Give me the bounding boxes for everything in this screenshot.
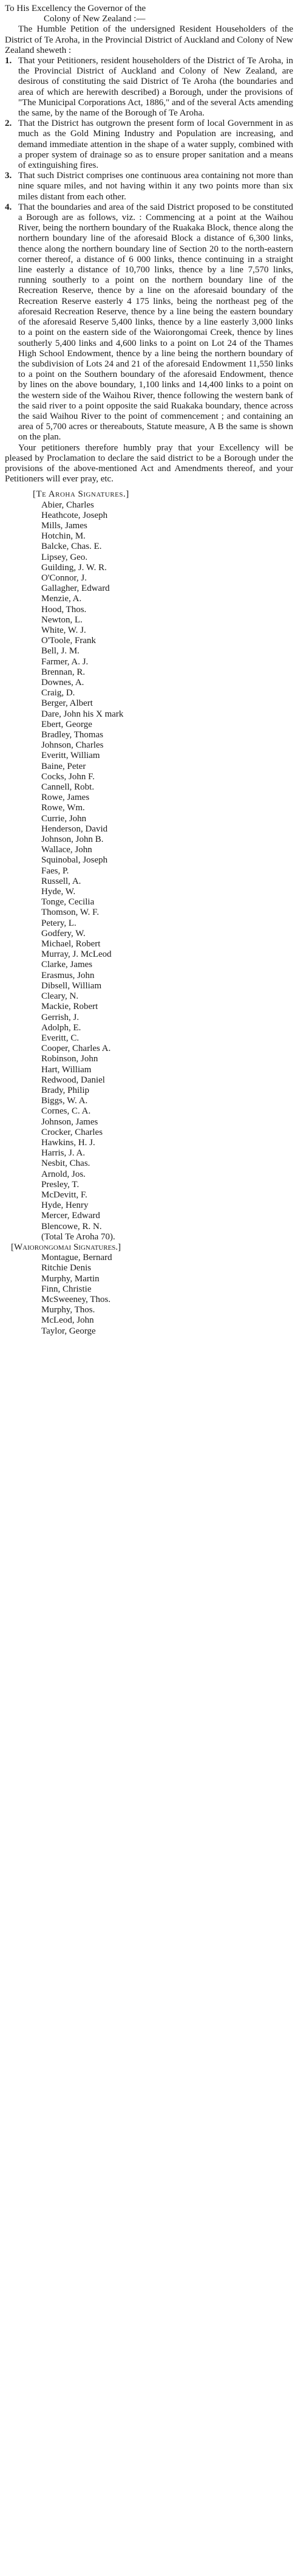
signature-entry: Heathcote, Joseph: [41, 510, 108, 520]
signature-entry: Johnson, John B.: [41, 835, 104, 845]
signature-entry: Balcke, Chas. E.: [41, 542, 102, 552]
signature-entry: McLeod, John: [41, 1315, 94, 1326]
item-text: That the boundaries and area of the said District proposed to be constituted a Borough are as follows, viz. : Commencing at a point at the Waihou River, being the northern boundary of the Ruakaka Block, thence along the northern boundary line of the aforesaid Block a distance of 6,300 links, thence along the northern boundary line of Section 20 to the north-eastern corner thereof, a distance of 6 000 links, thence continuing in a straight line easterly a distance of 10,700 links, thence by a line 7,570 links, running southerly to a point on the northern boundary line of the Recreation Reserve, thence by a line on the aforesaid boundary of the Recreation Reserve easterly 4 175 links, being the northeast peg of the aforesaid Recreation Reserve, thence by a line being the eastern boundary of the aforesaid Reserve 5,400 links, thence by a line easterly 3,000 links to a point on the eastern side of the Waiorongomai Creek, thence by lines southerly 5,400 links and 4,600 links to a point on Lot 24 of the Thames High School Endowment, thence by a line being the northern boundary of the subdivision of Lots 24 and 21 of the aforesaid Endowment 11,550 links to a point on the Southern boundary of the aforesaid Endowment, thence by lines on the above boundary, 1,100 links and 14,400 links to a point on the western side of the Waihou River, thence following the western bank of the said river to a point opposite the said Ruakaka boundary, thence across the said Waihou River to the point of commencement ; and containing an area of 5,700 acres or thereabouts, Statute measure, A B the same is shown on the plan.: [18, 202, 293, 443]
petition-item: [5, 171, 293, 202]
signature-entry: Craig, D.: [41, 688, 75, 698]
signature-entry: Henderson, David: [41, 824, 108, 834]
signature-entry: Godfery, W.: [41, 928, 86, 938]
signature-entry: Hart, William: [41, 1064, 92, 1075]
signature-entry: Cooper, Charles A.: [41, 1044, 111, 1054]
signature-entry: Johnson, James: [41, 1117, 98, 1127]
signature-entry: Petery, L.: [41, 918, 76, 928]
signature-entry: Mackie, Robert: [41, 1002, 98, 1012]
item-number: 2.: [5, 119, 12, 129]
address-line-1: To His Excellency the Governor of the: [5, 4, 146, 13]
signature-entry: Erasmus, John: [41, 970, 95, 980]
signature-entry: Hyde, W.: [41, 887, 76, 897]
signature-entry: O'Connor, J.: [41, 573, 87, 583]
signature-entry: Blencowe, R. N.: [41, 1221, 102, 1231]
address-line-2: Colony of New Zealand :—: [44, 14, 146, 24]
signature-entry: Tonge, Cecilia: [41, 897, 95, 907]
signature-entry: Rowe, James: [41, 793, 90, 803]
signature-entry: Presley, T.: [41, 1179, 80, 1190]
item-text: That such District comprises one continuous area containing not more than nine square miles, and not having within it any two points more than six miles distant from each other.: [18, 171, 293, 202]
signature-entry: Everitt, C.: [41, 1033, 80, 1043]
item-number: 4.: [5, 202, 12, 212]
signature-entry: Bell, J. M.: [41, 646, 80, 656]
signature-entry: Newton, L.: [41, 615, 83, 625]
signatures-heading: [Te Aroha Signatures.]: [33, 489, 129, 500]
signature-entry: Rowe, Wm.: [41, 803, 85, 813]
signature-entry: Ritchie Denis: [41, 1263, 92, 1273]
preamble-paragraph: The Humble Petition of the undersigned Resident Householders of the District of Te Aroha, in the Provincial District of Auckland and Colony of New Zealand sheweth :: [5, 24, 293, 55]
closing-paragraph: Your petitioners therefore humbly pray that your Excellency will be pleased by Proclamation to declare the said district to be a Borough under the provisions of the above-mentioned Act and Amendments thereof, and your Petitioners will ever pray, etc.: [5, 443, 293, 484]
signature-entry: Redwood, Daniel: [41, 1075, 105, 1085]
petition-item: [5, 202, 293, 443]
signature-entry: Gallagher, Edward: [41, 584, 110, 594]
signature-entry: Montague, Bernard: [41, 1253, 112, 1263]
signature-list: [5, 500, 293, 1337]
signature-entry: Michael, Robert: [41, 939, 101, 949]
signature-entry: Thomson, W. F.: [41, 907, 100, 918]
signature-entry: Hawkins, H. J.: [41, 1137, 95, 1148]
signature-entry: McSweeney, Thos.: [41, 1294, 111, 1304]
signature-entry: Crocker, Charles: [41, 1127, 103, 1137]
signature-entry: Wallace, John: [41, 845, 92, 855]
signature-entry: Murphy, Thos.: [41, 1305, 95, 1315]
signature-entry: Dare, John his X mark: [41, 709, 124, 719]
signature-entry: Arnold, Jos.: [41, 1169, 86, 1179]
signature-entry: Ebert, George: [41, 719, 92, 729]
signature-entry: Cocks, John F.: [41, 771, 95, 782]
signature-entry: Russell, A.: [41, 876, 81, 886]
waiorongomai-signatures-heading: [Waiorongomai Signatures.]: [11, 1242, 121, 1252]
signature-entry: Brady, Philip: [41, 1085, 90, 1095]
signature-entry: Squinobal, Joseph: [41, 855, 108, 866]
signature-entry: Taylor, George: [41, 1326, 96, 1336]
signature-entry: Robinson, John: [41, 1054, 98, 1064]
signature-entry: Abier, Charles: [41, 500, 94, 510]
petition-item: [5, 56, 293, 119]
signature-entry: Cannell, Robt.: [41, 782, 95, 793]
signature-entry: Guilding, J. W. R.: [41, 562, 107, 573]
signature-entry: Gerrish, J.: [41, 1012, 80, 1022]
signature-entry: Lipsey, Geo.: [41, 552, 88, 562]
signature-entry: Harris, J. A.: [41, 1148, 86, 1159]
signature-entry: Finn, Christie: [41, 1284, 92, 1294]
signature-entry: Berger, Albert: [41, 698, 93, 709]
signature-entry: O'Toole, Frank: [41, 636, 96, 646]
signature-entry: McDevitt, F.: [41, 1190, 87, 1200]
signature-entry: Baine, Peter: [41, 761, 86, 771]
signature-entry: Farmer, A. J.: [41, 656, 89, 667]
petition-items: [5, 56, 293, 443]
signature-total: (Total Te Aroha 70).: [41, 1231, 115, 1242]
item-text: That your Petitioners, resident householders of the District of Te Aroha, in the Provincial District of Auckland and Colony of New Zealand, are desirous of constituting the said District of Te Aroha (the boundaries and area of which are herewith described) a Borough, under the provisions of "The Municipal Corporations Act, 1886," and of the several Acts amending the same, by the name of the Borough of Te Aroha.: [18, 56, 293, 119]
signature-entry: Cleary, N.: [41, 991, 79, 1002]
signature-entry: Nesbit, Chas.: [41, 1159, 90, 1169]
signature-entry: Adolph, E.: [41, 1022, 81, 1033]
signature-entry: Faes, P.: [41, 866, 69, 876]
signature-entry: Menzie, A.: [41, 594, 82, 604]
signature-entry: Hyde, Henry: [41, 1200, 89, 1211]
signature-entry: Hotchin, M.: [41, 531, 86, 542]
signature-entry: Brennan, R.: [41, 667, 86, 677]
signature-entry: Downes, A.: [41, 678, 84, 687]
address-block: [5, 4, 293, 24]
signature-entry: Murray, J. McLeod: [41, 949, 112, 960]
signature-entry: Mercer, Edward: [41, 1211, 100, 1221]
signature-entry: Hood, Thos.: [41, 604, 87, 615]
petition-item: [5, 119, 293, 171]
signature-entry: Johnson, Charles: [41, 740, 104, 751]
item-number: 3.: [5, 171, 12, 181]
signature-entry: Mills, James: [41, 520, 87, 531]
signature-entry: Biggs, W. A.: [41, 1096, 88, 1106]
signature-entry: Everitt, William: [41, 751, 100, 761]
signature-entry: Murphy, Martin: [41, 1273, 100, 1284]
signature-entry: Bradley, Thomas: [41, 730, 104, 740]
item-text: That the District has outgrown the present form of local Government in as much as the Gold Mining Industry and Population are increasing, and demand immediate attention in the shape of a water supply, combined with a proper system of drainage so as to ensure proper sanitation and a means of extinguishing fires.: [18, 119, 293, 171]
signature-entry: Clarke, James: [41, 960, 93, 970]
signature-entry: Dibsell, William: [41, 980, 102, 991]
item-number: 1.: [5, 56, 12, 66]
signature-entry: White, W. J.: [41, 625, 86, 635]
signature-entry: Currie, John: [41, 813, 87, 824]
signature-entry: Cornes, C. A.: [41, 1106, 91, 1117]
